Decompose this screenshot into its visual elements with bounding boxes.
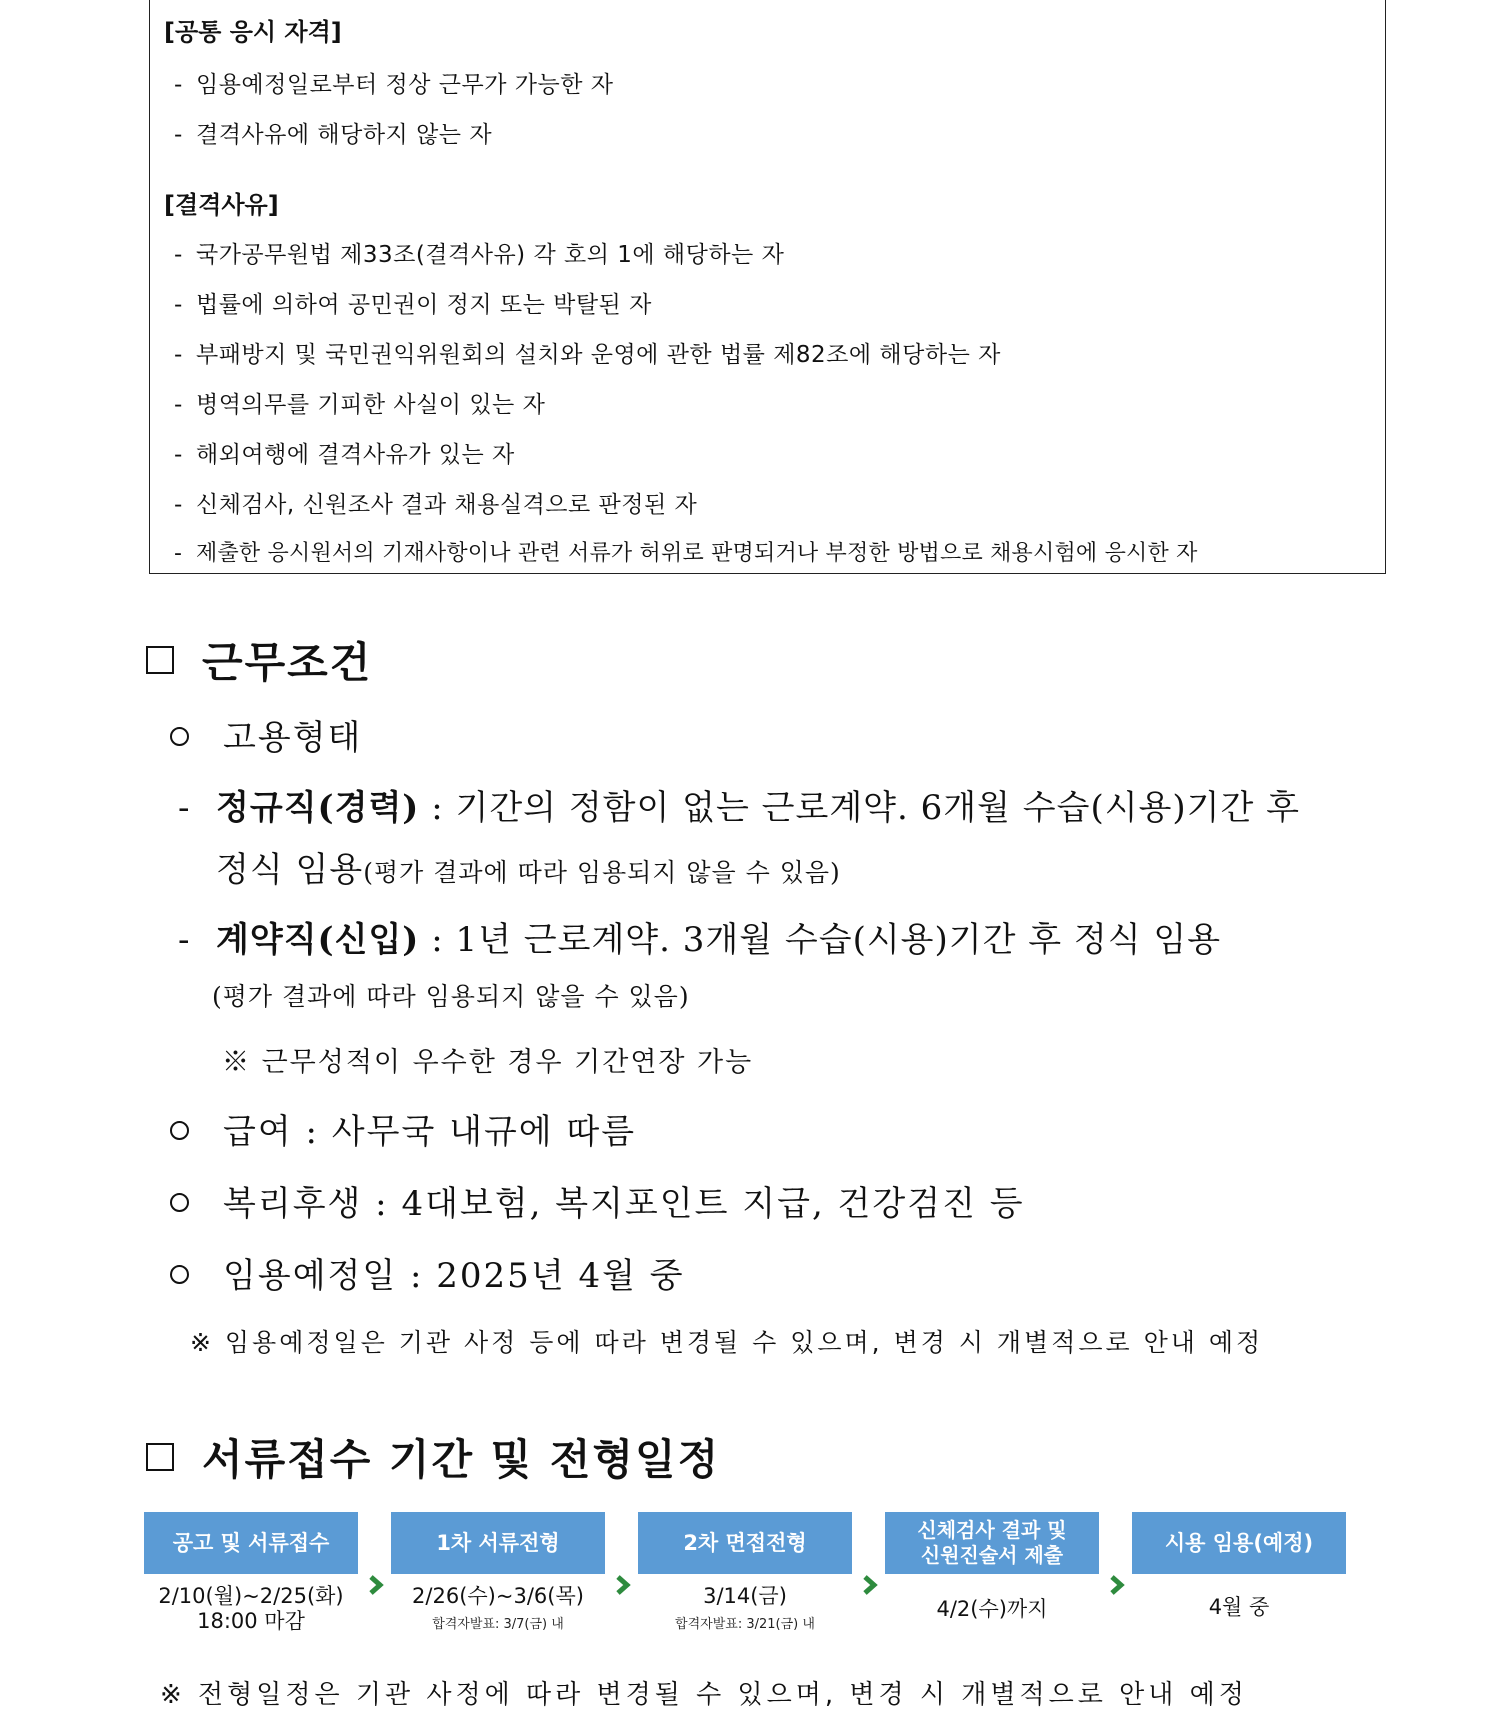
qualification-box xyxy=(149,0,1386,574)
step-date: 4월 중 xyxy=(1208,1595,1270,1619)
checkbox-square-icon xyxy=(146,646,174,674)
circle-bullet-icon xyxy=(170,1265,189,1284)
disq-item: - 부패방지 및 국민권익위원회의 설치와 운영에 관한 법률 제82조에 해당하는 자 xyxy=(174,342,1001,368)
step-date: 3/14(금) xyxy=(703,1584,787,1608)
step-appointment: 시용 임용(예정) xyxy=(1132,1512,1346,1574)
chevron-right-icon xyxy=(860,1574,880,1596)
employment-type-item: 고용형태 xyxy=(170,710,362,759)
dash-marker: - xyxy=(174,342,183,368)
section-title-work-conditions: 근무조건 xyxy=(146,630,372,690)
circle-bullet-icon xyxy=(170,727,189,746)
disq-item: - 신체검사, 신원조사 결과 채용실격으로 판정된 자 xyxy=(174,492,698,518)
step-date-deadline: 18:00 마감 xyxy=(197,1609,305,1633)
chevron-right-icon xyxy=(366,1574,386,1596)
common-item: - 임용예정일로부터 정상 근무가 가능한 자 xyxy=(174,72,614,98)
step-date: 2/10(월)~2/25(화) xyxy=(158,1584,344,1608)
step-result-announcement: 합격자발표: 3/7(금) 내 xyxy=(432,1617,564,1632)
salary-item: 급여 : 사무국 내규에 따름 xyxy=(170,1104,636,1153)
contract-label: 계약직(신입) xyxy=(216,920,420,960)
chevron-right-icon xyxy=(1107,1574,1127,1596)
start-date-note: ※ 임용예정일은 기관 사정 등에 따라 변경될 수 있으며, 변경 시 개별적으로 안내 예정 xyxy=(190,1328,1264,1357)
start-date-item: 임용예정일 : 2025년 4월 중 xyxy=(170,1248,685,1297)
disq-item: - 국가공무원법 제33조(결격사유) 각 호의 1에 해당하는 자 xyxy=(174,242,785,268)
step-date: 4/2(수)까지 xyxy=(936,1597,1048,1621)
step-document-screening: 1차 서류전형 xyxy=(391,1512,605,1574)
regular-label: 정규직(경력) xyxy=(216,788,420,828)
disqualification-header: [결격사유] xyxy=(164,191,279,219)
step-result-announcement: 합격자발표: 3/21(금) 내 xyxy=(675,1617,815,1632)
dash-marker: - xyxy=(174,492,183,518)
contract-employment-line: - 계약직(신입) : 1년 근로계약. 3개월 수습(시용)기간 후 정식 임용 xyxy=(178,920,1222,960)
step-interview: 2차 면접전형 xyxy=(638,1512,852,1574)
schedule-note: ※ 전형일정은 기관 사정에 따라 변경될 수 있으며, 변경 시 개별적으로 안내 예정 xyxy=(160,1680,1248,1710)
section-title-schedule: 서류접수 기간 및 전형일정 xyxy=(146,1427,720,1487)
chevron-right-icon xyxy=(613,1574,633,1596)
circle-bullet-icon xyxy=(170,1193,189,1212)
disq-item: - 해외여행에 결격사유가 있는 자 xyxy=(174,442,515,468)
step-announcement: 공고 및 서류접수 xyxy=(144,1512,358,1574)
step-date: 2/26(수)~3/6(목) xyxy=(412,1584,584,1608)
common-qualification-header: [공통 응시 자격] xyxy=(164,18,342,46)
dash-marker: - xyxy=(174,442,183,468)
extension-note: ※ 근무성적이 우수한 경우 기간연장 가능 xyxy=(222,1047,754,1078)
disq-item: - 병역의무를 기피한 사실이 있는 자 xyxy=(174,392,546,418)
dash-marker: - xyxy=(174,72,183,98)
dash-marker: - xyxy=(174,122,183,148)
circle-bullet-icon xyxy=(170,1121,189,1140)
step-medical-check: 신체검사 결과 및 신원진술서 제출 xyxy=(885,1512,1099,1574)
welfare-item: 복리후생 : 4대보험, 복지포인트 지급, 건강검진 등 xyxy=(170,1176,1025,1225)
dash-marker: - xyxy=(174,541,183,566)
disq-item: - 제출한 응시원서의 기재사항이나 관련 서류가 허위로 판명되거나 부정한 방법으로 채용시험에 응시한 자 xyxy=(174,541,1198,566)
dash-marker: - xyxy=(174,242,183,268)
common-item: - 결격사유에 해당하지 않는 자 xyxy=(174,122,493,148)
regular-employment-line-2: 정식 임용(평가 결과에 따라 임용되지 않을 수 있음) xyxy=(216,850,841,890)
dash-marker: - xyxy=(174,392,183,418)
disq-item: - 법률에 의하여 공민권이 정지 또는 박탈된 자 xyxy=(174,292,652,318)
regular-employment-line: - 정규직(경력) : 기간의 정함이 없는 근로계약. 6개월 수습(시용)기간 후 xyxy=(178,788,1301,828)
contract-paren: (평가 결과에 따라 임용되지 않을 수 있음) xyxy=(212,982,690,1011)
dash-marker: - xyxy=(174,292,183,318)
checkbox-square-icon xyxy=(146,1443,174,1471)
